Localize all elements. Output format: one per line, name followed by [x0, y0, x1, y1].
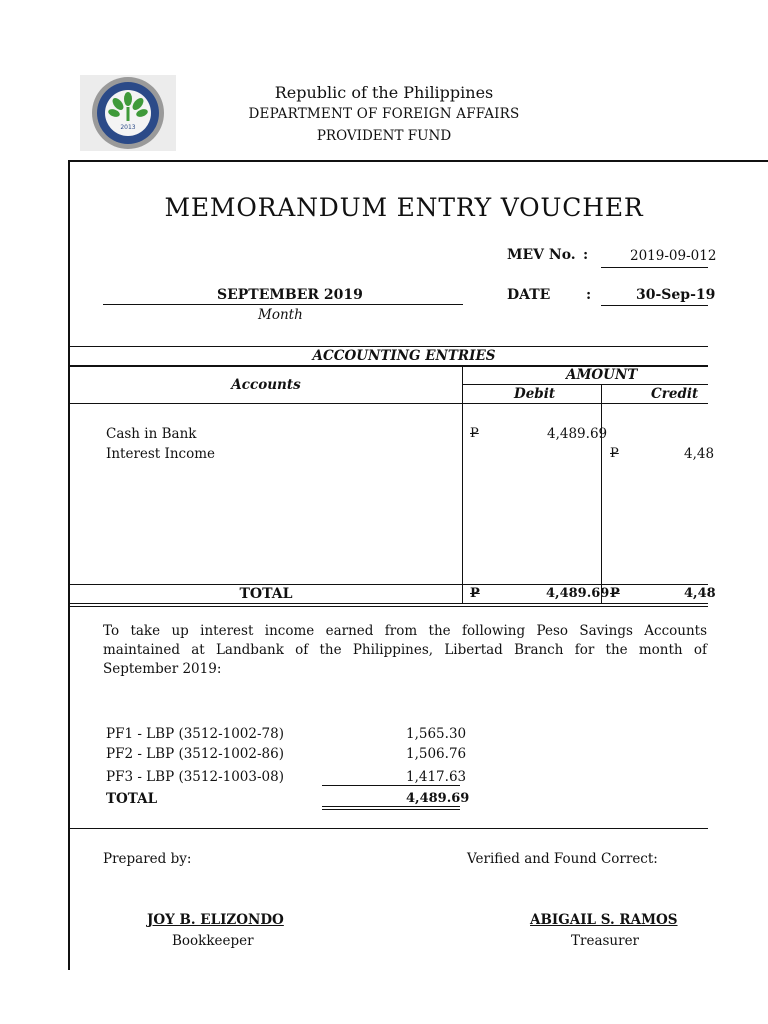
breakdown-label: PF2 - LBP (3512-1002-86): [106, 746, 284, 762]
total-debit: 4,489.69: [546, 586, 610, 601]
breakdown-total-rule: [322, 806, 460, 807]
prepared-by-label: Prepared by:: [103, 851, 192, 867]
col-amount-header: AMOUNT: [566, 367, 638, 383]
preparer-title: Bookkeeper: [172, 933, 254, 949]
entries-total-label: TOTAL: [239, 586, 293, 602]
verified-by-label: Verified and Found Correct:: [467, 851, 658, 867]
breakdown-subtotal-rule: [322, 785, 460, 786]
peso-sign: P: [470, 426, 479, 441]
peso-sign: P: [610, 586, 620, 601]
breakdown-total-label: TOTAL: [106, 791, 158, 807]
header-provident-fund: PROVIDENT FUND: [316, 128, 452, 144]
frame-left-border: [68, 162, 70, 970]
entry-account: Interest Income: [106, 446, 216, 462]
mev-label: MEV No.: [507, 247, 576, 263]
total-credit: 4,48: [684, 586, 716, 601]
breakdown-label: PF3 - LBP (3512-1003-08): [106, 769, 284, 785]
col-debit-header: Debit: [514, 386, 556, 402]
col-credit-header: Credit: [651, 386, 699, 402]
total-top-rule: [70, 584, 708, 585]
period-caption: Month: [258, 307, 303, 323]
amount-subrule: [463, 384, 708, 385]
date-underline: [601, 305, 708, 306]
mev-colon: :: [583, 247, 589, 263]
breakdown-label: PF1 - LBP (3512-1002-78): [106, 726, 284, 742]
verifier-name: ABIGAIL S. RAMOS: [530, 912, 678, 928]
verifier-title: Treasurer: [571, 933, 640, 949]
entry-credit: 4,48: [684, 446, 715, 462]
header-department: DEPARTMENT OF FOREIGN AFFAIRS: [248, 106, 520, 122]
preparer-name: JOY B. ELIZONDO: [147, 912, 284, 928]
mev-value: 2019-09-012: [630, 248, 717, 264]
voucher-title: MEMORANDUM ENTRY VOUCHER: [164, 193, 644, 222]
total-bottom-rule: [70, 603, 708, 604]
col-accounts-header: Accounts: [231, 377, 301, 393]
frame-top-border: [68, 160, 768, 162]
mev-underline: [601, 267, 708, 268]
signature-separator: [70, 828, 708, 829]
entries-header-bottom-rule: [70, 403, 708, 404]
entries-top-rule: [70, 346, 708, 347]
date-value: 30-Sep-19: [636, 287, 716, 303]
debit-credit-separator: [601, 384, 602, 604]
peso-sign: P: [610, 446, 619, 461]
entry-debit: 4,489.69: [547, 426, 608, 442]
breakdown-amount: 1,417.63: [406, 769, 467, 785]
date-colon: :: [586, 287, 592, 303]
breakdown-amount: 1,565.30: [406, 726, 467, 742]
breakdown-amount: 1,506.76: [406, 746, 467, 762]
entries-heading: ACCOUNTING ENTRIES: [312, 348, 496, 364]
accounts-debit-separator: [462, 366, 463, 604]
breakdown-total-amount: 4,489.69: [406, 791, 470, 806]
header-republic: Republic of the Philippines: [274, 83, 494, 102]
breakdown-total-rule-double: [322, 809, 460, 810]
entry-account: Cash in Bank: [106, 426, 197, 442]
peso-sign: P: [470, 586, 480, 601]
description-paragraph: To take up interest income earned from the following Peso Savings Accounts maintained at Landbank of the Philippines, Libertad Branch for the month of September 2019:: [103, 623, 707, 677]
total-bottom-rule-double: [70, 606, 708, 607]
period-underline: [103, 304, 463, 305]
period-value: SEPTEMBER 2019: [217, 287, 363, 303]
svg-text:2013: 2013: [120, 124, 136, 131]
date-label: DATE: [507, 287, 551, 303]
